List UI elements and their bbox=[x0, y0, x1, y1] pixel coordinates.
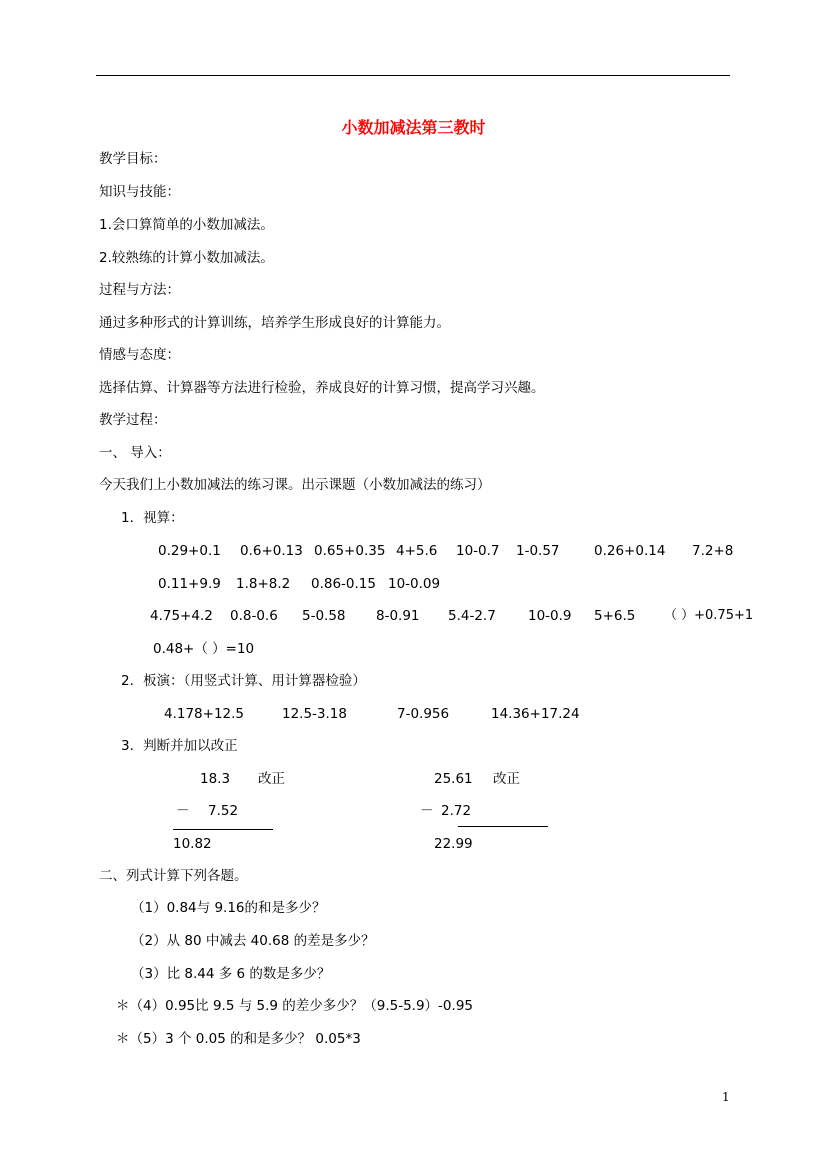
oral-expression: 10-0.9 bbox=[528, 608, 572, 624]
oral-expression: 0.48+（ ）=10 bbox=[153, 641, 255, 657]
oral-expression: 0.6+0.13 bbox=[240, 543, 303, 559]
judge-top-number: 18.3 bbox=[200, 771, 231, 787]
oral-expression: 10-0.09 bbox=[388, 576, 441, 592]
oral-expression: 1.8+8.2 bbox=[236, 576, 291, 592]
header-rule bbox=[96, 75, 730, 76]
knowledge-item-2: 2.较熟练的计算小数加减法。 bbox=[99, 250, 274, 266]
emotion-text: 选择估算、计算器等方法进行检验，养成良好的计算习惯，提高学习兴趣。 bbox=[99, 380, 545, 396]
board-expression: 4.178+12.5 bbox=[164, 706, 245, 722]
judge-bottom-number: 2.72 bbox=[441, 803, 472, 819]
emotion-heading: 情感与态度： bbox=[99, 347, 180, 363]
objectives-heading: 教学目标： bbox=[99, 151, 167, 167]
item-1-heading: 1．视算： bbox=[121, 510, 184, 526]
judge-correction-label: 改正 bbox=[493, 771, 520, 787]
oral-expression: 7.2+8 bbox=[692, 543, 734, 559]
judge-result: 22.99 bbox=[434, 836, 473, 852]
judge-correction-label: 改正 bbox=[258, 771, 285, 787]
knowledge-item-1: 1.会口算简单的小数加减法。 bbox=[99, 217, 274, 233]
item-3-heading: 3．判断并加以改正 bbox=[121, 738, 238, 754]
oral-expression: 0.86-0.15 bbox=[311, 576, 376, 592]
oral-expression: 5+6.5 bbox=[594, 608, 636, 624]
process-method-text: 通过多种形式的计算训练，培养学生形成良好的计算能力。 bbox=[99, 315, 450, 331]
question-5: ＊（5）3 个 0.05 的和是多少？ 0.05*3 bbox=[116, 1031, 361, 1047]
knowledge-heading: 知识与技能： bbox=[99, 184, 180, 200]
judge-bottom-number: 7.52 bbox=[208, 803, 239, 819]
section-1-heading: 一、 导入： bbox=[99, 445, 171, 461]
oral-expression: （ ）+0.75+1 bbox=[664, 608, 754, 623]
question-2: （2）从 80 中减去 40.68 的差是多少？ bbox=[131, 933, 375, 949]
oral-expression: 4.75+4.2 bbox=[150, 608, 213, 624]
judge-top-number: 25.61 bbox=[434, 771, 473, 787]
question-1: （1）0.84与 9.16的和是多少？ bbox=[131, 900, 326, 916]
judge-minus-sign: － bbox=[176, 803, 190, 819]
oral-expression: 5.4-2.7 bbox=[448, 608, 496, 624]
oral-expression: 0.11+9.9 bbox=[158, 576, 221, 592]
oral-expression: 5-0.58 bbox=[302, 608, 346, 624]
board-expression: 14.36+17.24 bbox=[491, 706, 580, 722]
oral-expression: 0.26+0.14 bbox=[594, 543, 666, 559]
board-expression: 12.5-3.18 bbox=[282, 706, 347, 722]
oral-expression: 8-0.91 bbox=[376, 608, 420, 624]
teaching-process-heading: 教学过程： bbox=[99, 412, 167, 428]
intro-text: 今天我们上小数加减法的练习课。出示课题（小数加减法的练习） bbox=[99, 477, 491, 493]
oral-expression: 0.29+0.1 bbox=[158, 543, 221, 559]
judge-sum-line bbox=[458, 826, 548, 827]
oral-expression: 0.8-0.6 bbox=[230, 608, 278, 624]
judge-minus-sign: － bbox=[420, 803, 434, 819]
judge-result: 10.82 bbox=[173, 836, 212, 852]
oral-expression: 1-0.57 bbox=[516, 543, 560, 559]
oral-expression: 0.65+0.35 bbox=[314, 543, 386, 559]
oral-expression: 10-0.7 bbox=[456, 543, 500, 559]
oral-expression: 4+5.6 bbox=[396, 543, 438, 559]
process-method-heading: 过程与方法： bbox=[99, 282, 180, 298]
page-number: 1 bbox=[722, 1090, 730, 1104]
page-title: 小数加减法第三教时 bbox=[341, 118, 486, 137]
board-expression: 7-0.956 bbox=[397, 706, 450, 722]
judge-sum-line bbox=[173, 829, 273, 830]
item-2-heading: 2．板演：（用竖式计算、用计算器检验） bbox=[121, 673, 366, 689]
question-3: （3）比 8.44 多 6 的数是多少？ bbox=[131, 966, 331, 982]
question-4: ＊（4）0.95比 9.5 与 5.9 的差少多少？（9.5-5.9）-0.95 bbox=[116, 998, 473, 1014]
section-2-heading: 二、列式计算下列各题。 bbox=[99, 868, 248, 884]
